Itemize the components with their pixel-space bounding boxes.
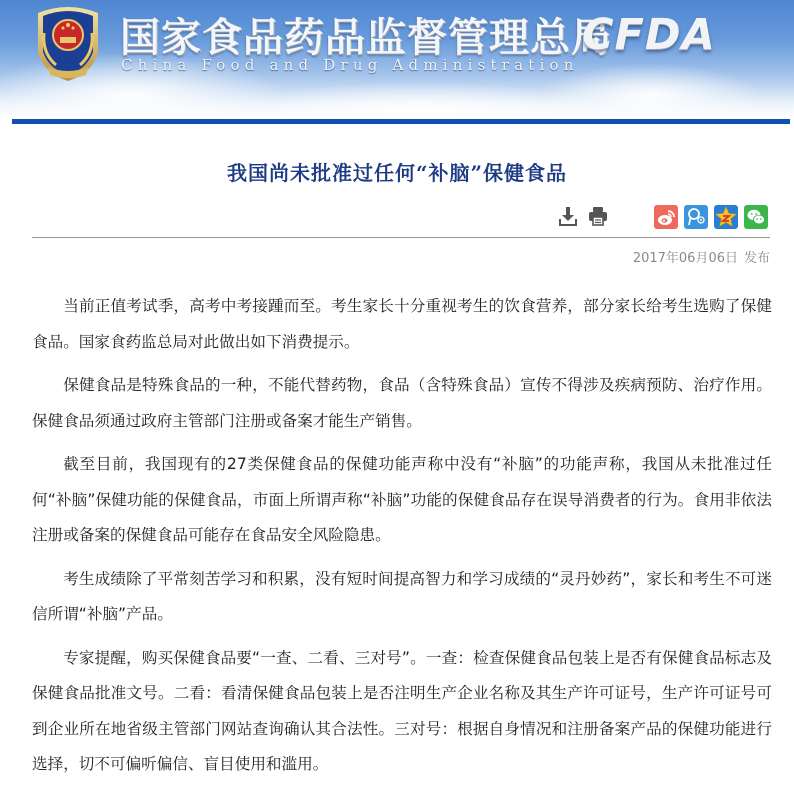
share-tencent-weibo-button[interactable] <box>684 205 708 229</box>
publish-meta <box>633 247 770 266</box>
site-header-banner <box>0 0 794 119</box>
article-paragraph: 考生成绩除了平常刻苦学习和积累，没有短时间提高智力和学习成绩的“灵丹妙药”，家长和考生不可迷信所谓“补脑”产品。 <box>32 569 772 623</box>
share-qzone-button[interactable] <box>714 205 738 229</box>
title-divider <box>32 237 770 238</box>
share-wechat-button[interactable] <box>744 205 768 229</box>
share-weibo-button[interactable] <box>654 205 678 229</box>
article-title: 我国尚未批准过任何“补脑”保健食品 <box>226 161 567 185</box>
print-icon <box>588 206 608 226</box>
print-button[interactable] <box>588 206 608 226</box>
weibo-icon <box>656 207 676 227</box>
site-title-en: China Food and Drug Administration <box>121 56 579 74</box>
qzone-icon <box>715 206 737 228</box>
cfda-emblem-icon <box>30 3 106 85</box>
article-paragraph: 当前正值考试季，高考中考接踵而至。考生家长十分重视考生的饮食营养，部分家长给考生选购了保健食品。国家食药监总局对此做出如下消费提示。 <box>32 297 772 351</box>
article-body <box>32 289 772 791</box>
publish-date: 2017年06月06日 <box>632 251 738 266</box>
site-title-cn: 国家食品药品监督管理总局 <box>120 14 612 61</box>
wechat-icon <box>746 207 766 227</box>
header-accent-bar <box>12 119 790 124</box>
cfda-logo: CFDA <box>582 10 716 60</box>
download-icon <box>558 206 578 226</box>
article-paragraph: 截至目前，我国现有的27类保健食品的保健功能声称中没有“补脑”的功能声称，我国从未批准过任何“补脑”保健功能的保健食品，市面上所谓声称“补脑”功能的保健食品存在误导消费者的行为。食用非依法注册或备案的保健食品可能存在食品安全风险隐患。 <box>32 455 772 544</box>
article-paragraph: 保健食品是特殊食品的一种，不能代替药物，食品（含特殊食品）宣传不得涉及疾病预防、治疗作用。保健食品须通过政府主管部门注册或备案才能生产销售。 <box>32 376 772 430</box>
tencent-weibo-icon <box>686 207 706 227</box>
article-paragraph: 专家提醒，购买保健食品要“一查、二看、三对号”。一查：检查保健食品包装上是否有保健食品标志及保健食品批准文号。二看：看清保健食品包装上是否注明生产企业名称及其生产许可证号，生产许可证号可到企业所在地省级主管部门网站查询确认其合法性。三对号：根据自身情况和注册备案产品的保健功能进行选择，切不可偏听偏信、盲目使用和滥用。 <box>32 648 772 773</box>
publish-label: 发布 <box>743 251 770 266</box>
download-button[interactable] <box>558 206 578 226</box>
